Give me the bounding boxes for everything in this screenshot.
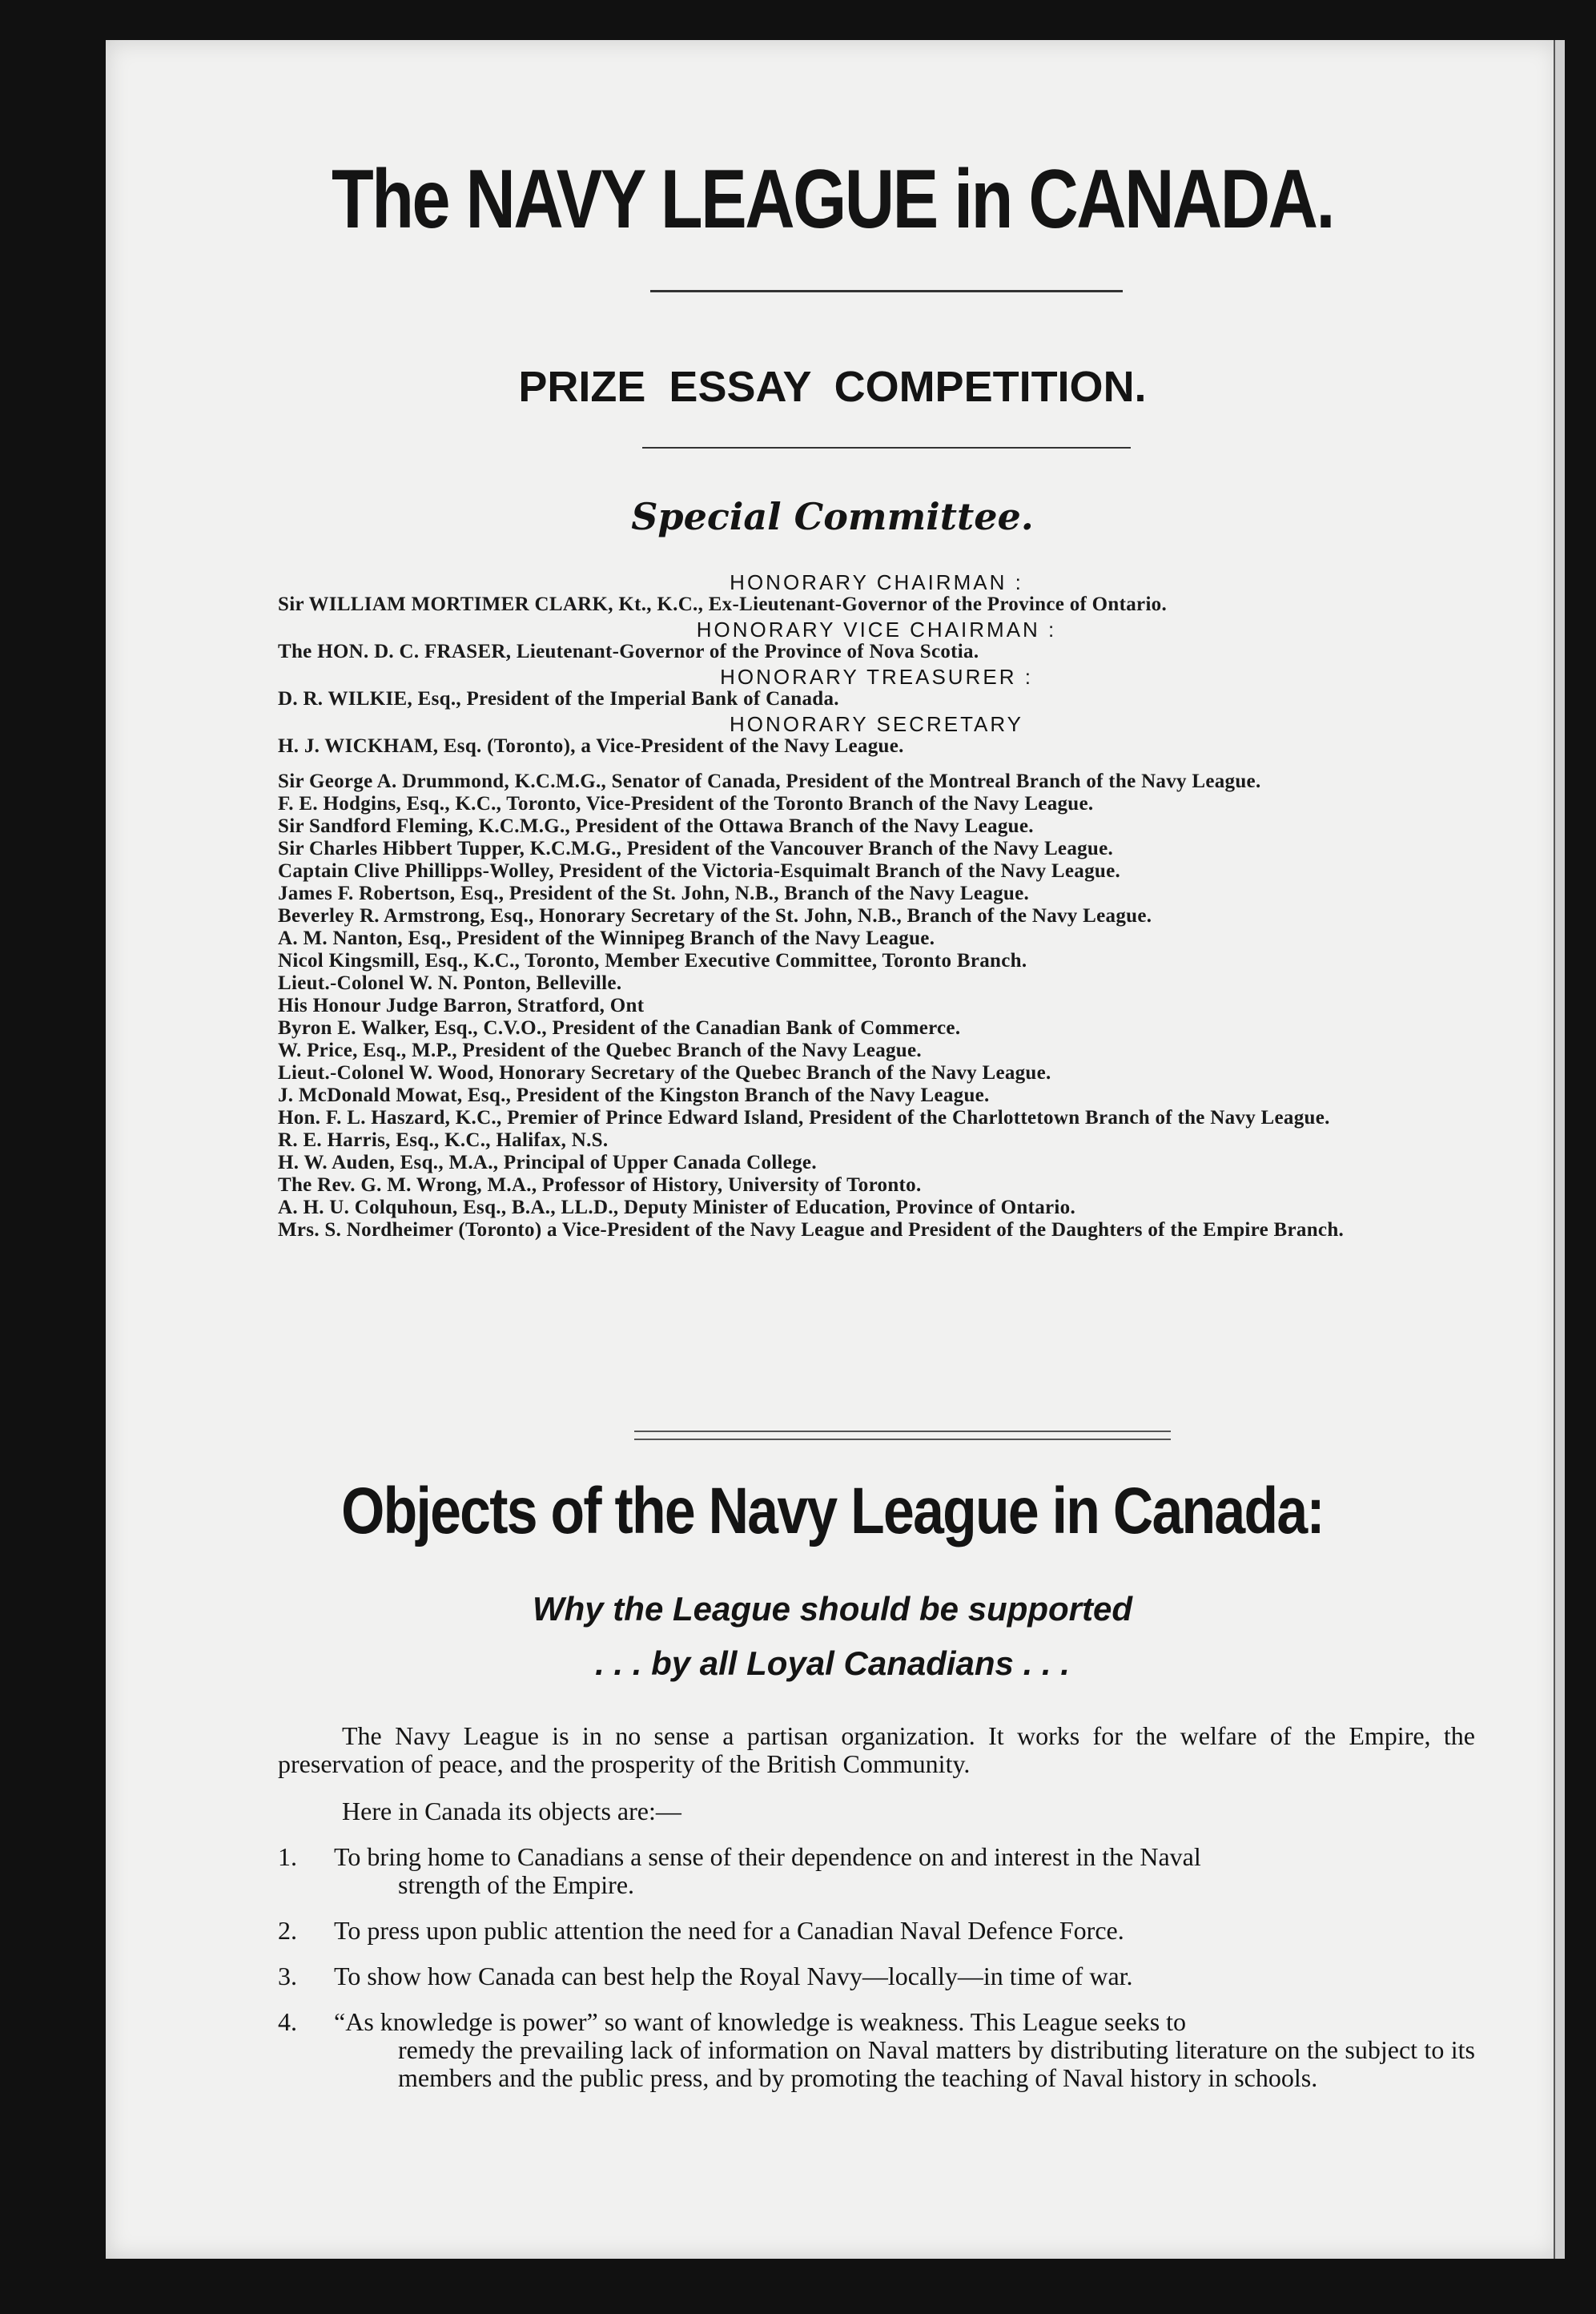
- object-number: 4.: [278, 2007, 297, 2036]
- member-entry: F. E. Hodgins, Esq., K.C., Toronto, Vice-President of the Toronto Branch of the Navy League.: [278, 793, 1094, 815]
- object-text: To bring home to Canadians a sense of their dependence on and interest in the Naval: [334, 1842, 1201, 1871]
- member-entry: A. M. Nanton, Esq., President of the Winnipeg Branch of the Navy League.: [278, 928, 935, 949]
- object-text: “As knowledge is power” so want of knowledge is weakness. This League seeks to: [334, 2007, 1187, 2036]
- officer-role: HONORARY VICE CHAIRMAN :: [696, 618, 1057, 642]
- member-entry: W. Price, Esq., M.P., President of the Quebec Branch of the Navy League.: [278, 1040, 922, 1061]
- officer-name: D. R. WILKIE, Esq., President of the Imperial Bank of Canada.: [278, 688, 839, 710]
- officer-name: Sir WILLIAM MORTIMER CLARK, Kt., K.C., Ex-Lieutenant-Governor of the Province of Ontario.: [278, 594, 1168, 615]
- page-title: The NAVY LEAGUE in CANADA.: [332, 153, 1333, 246]
- officer-block: [278, 714, 1475, 758]
- object-text: To press upon public attention the need for a Canadian Naval Defence Force.: [334, 1916, 1124, 1945]
- object-text-continued: strength of the Empire.: [398, 1870, 635, 1899]
- object-item: [278, 1843, 1475, 1899]
- member-entry: Byron E. Walker, Esq., C.V.O., President of the Canadian Bank of Commerce.: [278, 1017, 961, 1039]
- object-text: To show how Canada can best help the Royal Navy—locally—in time of war.: [334, 1962, 1133, 1990]
- object-item: [278, 1962, 1475, 1990]
- title-rule: [650, 290, 1123, 292]
- document-page: [106, 40, 1559, 2259]
- member-entry: Mrs. S. Nordheimer (Toronto) a Vice-President of the Navy League and President of the Daughters of the Empire Branch.: [278, 1219, 1345, 1241]
- officer-block: [278, 572, 1475, 616]
- member-entry: H. W. Auden, Esq., M.A., Principal of Upper Canada College.: [278, 1152, 817, 1173]
- member-entry: His Honour Judge Barron, Stratford, Ont: [278, 995, 645, 1016]
- object-number: 1.: [278, 1842, 297, 1871]
- member-entry: Beverley R. Armstrong, Esq., Honorary Secretary of the St. John, N.B., Branch of the Navy League.: [278, 905, 1152, 927]
- objects-title: Objects of the Navy League in Canada:: [341, 1475, 1324, 1547]
- officer-role: HONORARY SECRETARY: [729, 712, 1024, 736]
- member-entry: Sir Sandford Fleming, K.C.M.G., President of the Ottawa Branch of the Navy League.: [278, 815, 1034, 837]
- member-entry: James F. Robertson, Esq., President of the St. John, N.B., Branch of the Navy League.: [278, 883, 1030, 904]
- officer-role: HONORARY TREASURER :: [720, 665, 1033, 689]
- committee-list: [278, 569, 1475, 1242]
- member-entry: Lieut.-Colonel W. Wood, Honorary Secretary of the Quebec Branch of the Navy League.: [278, 1062, 1051, 1084]
- member-entry: A. H. U. Colquhoun, Esq., B.A., LL.D., Deputy Minister of Education, Province of Ontario.: [278, 1197, 1076, 1218]
- object-item: [278, 1917, 1475, 1945]
- member-entry: Captain Clive Phillipps-Wolley, President of the Victoria-Esquimalt Branch of the Navy League.: [278, 860, 1121, 882]
- member-entry: Nicol Kingsmill, Esq., K.C., Toronto, Member Executive Committee, Toronto Branch.: [278, 950, 1027, 972]
- object-item: [278, 2008, 1475, 2092]
- member-entry: R. E. Harris, Esq., K.C., Halifax, N.S.: [278, 1129, 609, 1151]
- member-entry: Sir George A. Drummond, K.C.M.G., Senator of Canada, President of the Montreal Branch of the Navy League.: [278, 771, 1261, 792]
- subtitle-rule: [642, 447, 1131, 449]
- officer-block: [278, 619, 1475, 663]
- member-entry: Lieut.-Colonel W. N. Ponton, Belleville.: [278, 972, 622, 994]
- object-number: 2.: [278, 1916, 297, 1945]
- officer-role: HONORARY CHAIRMAN :: [730, 570, 1023, 594]
- intro-paragraph: The Navy League is in no sense a partisan organization. It works for the welfare of the Empire, the preservation of peace, and the prosperity of the British Community.: [278, 1721, 1475, 1778]
- page-edge: [1554, 40, 1565, 2259]
- object-number: 3.: [278, 1962, 297, 1990]
- officer-name: The HON. D. C. FRASER, Lieutenant-Governor of the Province of Nova Scotia.: [278, 641, 979, 662]
- committee-heading: Special Committee.: [631, 495, 1034, 538]
- member-entry: Sir Charles Hibbert Tupper, K.C.M.G., President of the Vancouver Branch of the Navy League.: [278, 838, 1114, 859]
- objects-body: [278, 1722, 1475, 2092]
- section-divider: [634, 1431, 1171, 1440]
- member-entry: Hon. F. L. Haszard, K.C., Premier of Prince Edward Island, President of the Charlottetown Branch of the Navy League.: [278, 1107, 1330, 1129]
- officer-name: H. J. WICKHAM, Esq. (Toronto), a Vice-President of the Navy League.: [278, 735, 904, 757]
- member-entry: The Rev. G. M. Wrong, M.A., Professor of History, University of Toronto.: [278, 1174, 922, 1196]
- subtitle: PRIZE ESSAY COMPETITION.: [518, 363, 1147, 411]
- member-entry: J. McDonald Mowat, Esq., President of the Kingston Branch of the Navy League.: [278, 1085, 990, 1106]
- tagline-line-2: . . . by all Loyal Canadians . . .: [595, 1644, 1070, 1682]
- tagline-line-1: Why the League should be supported: [532, 1590, 1133, 1628]
- object-text-continued: remedy the prevailing lack of information on Naval matters by distributing literature on the subject to its members and the public press, and by promoting the teaching of Naval history in schools.: [398, 2035, 1475, 2092]
- officer-block: [278, 666, 1475, 710]
- objects-intro: Here in Canada its objects are:—: [342, 1797, 681, 1825]
